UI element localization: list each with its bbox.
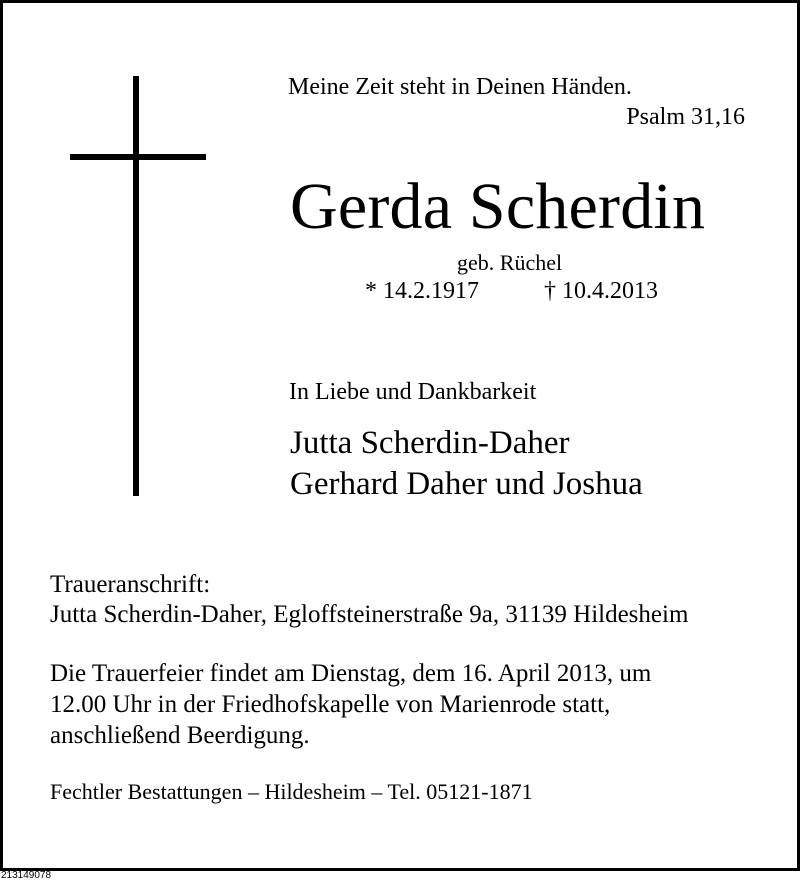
ad-code: 213149078 bbox=[1, 870, 52, 881]
mourner-name: Jutta Scherdin-Daher bbox=[290, 425, 570, 461]
bible-verse: Meine Zeit steht in Deinen Händen. bbox=[288, 74, 632, 100]
service-line: anschließend Beerdigung. bbox=[50, 722, 310, 749]
mourning-address: Jutta Scherdin-Daher, Egloffsteinerstraße 9a, 31139 Hildesheim bbox=[50, 601, 689, 628]
cross-icon-vertical-bar bbox=[133, 76, 139, 496]
death-date: † 10.4.2013 bbox=[544, 278, 658, 304]
mourner-name: Gerhard Daher und Joshua bbox=[290, 466, 643, 502]
service-line: Die Trauerfeier findet am Dienstag, dem 16. April 2013, um bbox=[50, 660, 652, 687]
maiden-name: geb. Rüchel bbox=[457, 250, 563, 275]
verse-reference: Psalm 31,16 bbox=[626, 104, 745, 130]
mourners-list bbox=[290, 423, 643, 505]
address-label: Traueranschrift: bbox=[50, 571, 211, 598]
deceased-name: Gerda Scherdin bbox=[290, 170, 706, 243]
cross-icon-horizontal-bar bbox=[70, 154, 206, 160]
dedication-text: In Liebe und Dankbarkeit bbox=[289, 379, 537, 405]
undertaker-info: Fechtler Bestattungen – Hildesheim – Tel. 05121-1871 bbox=[50, 779, 533, 804]
birth-date: * 14.2.1917 bbox=[365, 278, 479, 304]
service-line: 12.00 Uhr in der Friedhofskapelle von Marienrode statt, bbox=[50, 691, 611, 718]
funeral-service-info bbox=[50, 658, 651, 751]
